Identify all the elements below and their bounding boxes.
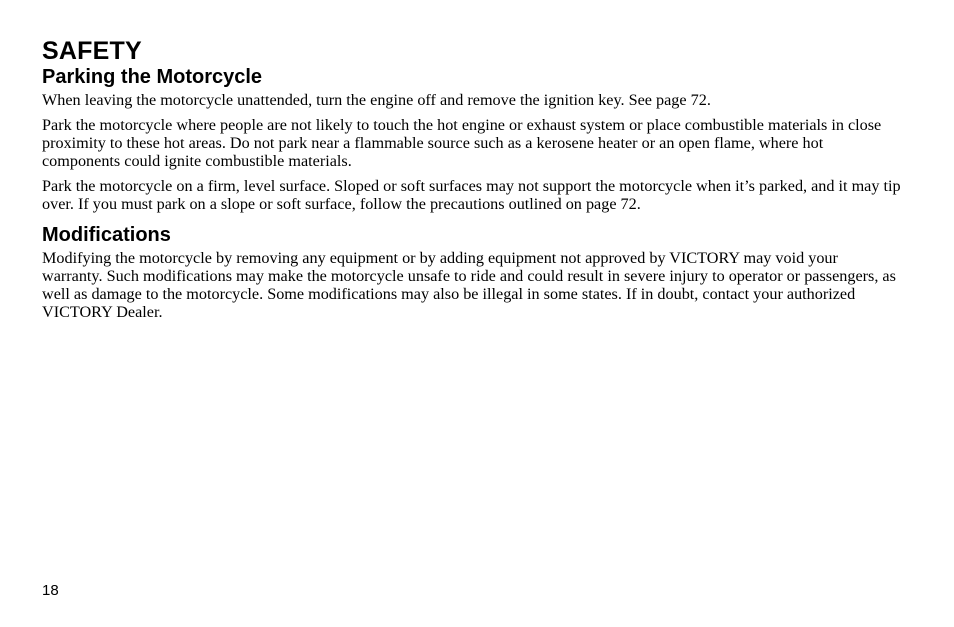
section-title: SAFETY <box>42 37 142 65</box>
parking-paragraph-1: When leaving the motorcycle unattended, turn the engine off and remove the ignition key. See page 72. <box>42 91 711 109</box>
page-number: 18 <box>42 582 59 599</box>
manual-page <box>42 36 902 328</box>
parking-paragraph-2: Park the motorcycle where people are not likely to touch the hot engine or exhaust system or place combustible materials in close proximity to these hot areas. Do not park near a flammable source such as a kerosene heater or an open flame, where hot components could ignite combustible materials. <box>42 116 882 170</box>
modifications-paragraph-1: Modifying the motorcycle by removing any equipment or by adding equipment not approved by VICTORY may void your warranty. Such modifications may make the motorcycle unsafe to ride and could result in severe injury to operator or passengers, as well as damage to the motorcycle. Some modifications may also be illegal in some states. If in doubt, contact your authorized VICTORY Dealer. <box>42 249 896 321</box>
parking-heading: Parking the Motorcycle <box>42 66 263 88</box>
parking-paragraph-3: Park the motorcycle on a firm, level surface. Sloped or soft surfaces may not support the motorcycle when it’s parked, and it may tip over. If you must park on a slope or soft surface, follow the precautions outlined on page 72. <box>42 177 901 213</box>
modifications-heading: Modifications <box>42 224 171 246</box>
